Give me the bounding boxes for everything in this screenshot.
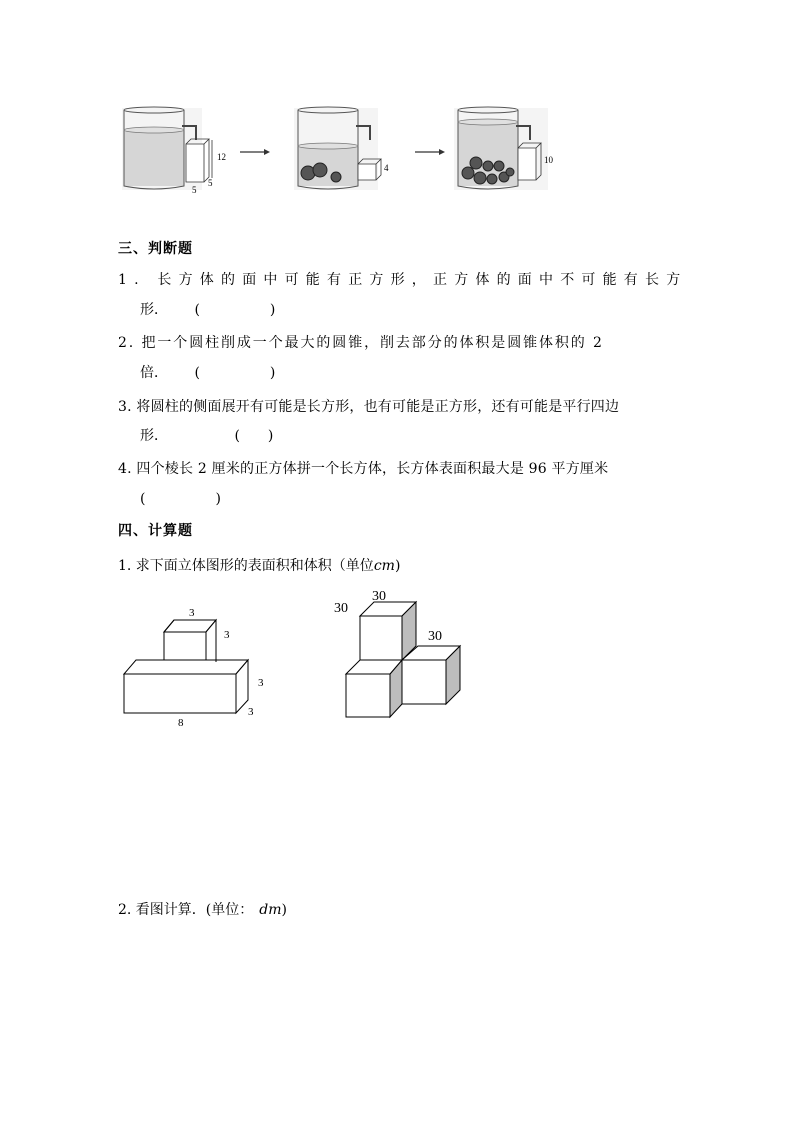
bottom-height-label: 3 bbox=[258, 677, 264, 689]
bottom-cuboid-front bbox=[124, 674, 236, 713]
judge-q1-line1: 1. 长方体的面中可能有正方形，正方体的面中不可能有长方 bbox=[118, 272, 688, 288]
three-cubes-figure bbox=[330, 586, 470, 721]
calc-q1-prompt bbox=[118, 555, 400, 575]
cube-label-a: 30 bbox=[334, 601, 348, 616]
judge-q3-line2 bbox=[140, 425, 273, 445]
judge-q1-line2 bbox=[140, 299, 275, 319]
calc-q2-prompt bbox=[118, 899, 287, 919]
judge-q3-line1: 3. 将圆柱的侧面展开有可能是长方形，也有可能是正方形，还有可能是平行四边 bbox=[118, 399, 620, 415]
judge-q2-line1: 2. 把一个圆柱削成一个最大的圆锥，削去部分的体积是圆锥体积的 2 bbox=[118, 335, 604, 351]
calc-q2-text: 2. 看图计算．(单位： bbox=[118, 902, 254, 918]
section3-title: 三、判断题 bbox=[118, 241, 193, 257]
beaker1-depth-label: 5 bbox=[208, 178, 213, 188]
calc-q2-close: ) bbox=[281, 902, 287, 918]
left-cube-front bbox=[346, 674, 390, 717]
judge-q3-answer-blank[interactable]: ( ) bbox=[234, 428, 274, 444]
beaker1-height-label: 12 bbox=[217, 152, 226, 162]
bottom-length-label: 8 bbox=[178, 717, 184, 729]
judge-q3-tail: 形． bbox=[140, 428, 168, 444]
judge-q1-tail: 形． bbox=[140, 302, 168, 318]
judge-q2-answer-blank[interactable]: ( ) bbox=[194, 365, 276, 381]
judge-q4-line1: 4. 四个棱长 2 厘米的正方体拼一个长方体，长方体表面积最大是 96 平方厘米 bbox=[118, 461, 609, 477]
judge-q2-line2 bbox=[140, 362, 275, 382]
beaker-1 bbox=[122, 107, 212, 190]
beaker-3 bbox=[454, 107, 548, 190]
beaker2-height-label: 4 bbox=[384, 163, 389, 173]
section4-title: 四、计算题 bbox=[118, 523, 193, 539]
upper-cube-front bbox=[360, 616, 402, 660]
bottom-cuboid-top bbox=[124, 660, 248, 674]
cube-label-c: 30 bbox=[428, 629, 442, 644]
judge-q4-answer-blank[interactable]: ( ) bbox=[140, 491, 221, 507]
beaker-experiment-figure bbox=[118, 100, 558, 195]
calc-q1-text: 1. 求下面立体图形的表面积和体积（单位 bbox=[118, 558, 374, 574]
beaker3-height-label: 10 bbox=[544, 155, 553, 165]
calc-q1-close: ) bbox=[394, 558, 401, 574]
top-width-label: 3 bbox=[189, 607, 195, 619]
beaker1-width-label: 5 bbox=[192, 185, 197, 195]
beaker-2 bbox=[294, 107, 381, 190]
calc-q1-unit: cm bbox=[373, 558, 395, 574]
bottom-depth-label: 3 bbox=[248, 706, 254, 718]
right-cube-front bbox=[402, 660, 446, 704]
calc-q2-unit: dm bbox=[259, 902, 282, 918]
judge-q4-line2 bbox=[140, 488, 221, 508]
cube-label-b: 30 bbox=[372, 589, 386, 604]
stacked-cuboids-figure bbox=[118, 600, 278, 730]
judge-q1-answer-blank[interactable]: ( ) bbox=[194, 302, 276, 318]
judge-q2-tail: 倍． bbox=[140, 365, 168, 381]
top-depth-label: 3 bbox=[224, 629, 230, 641]
